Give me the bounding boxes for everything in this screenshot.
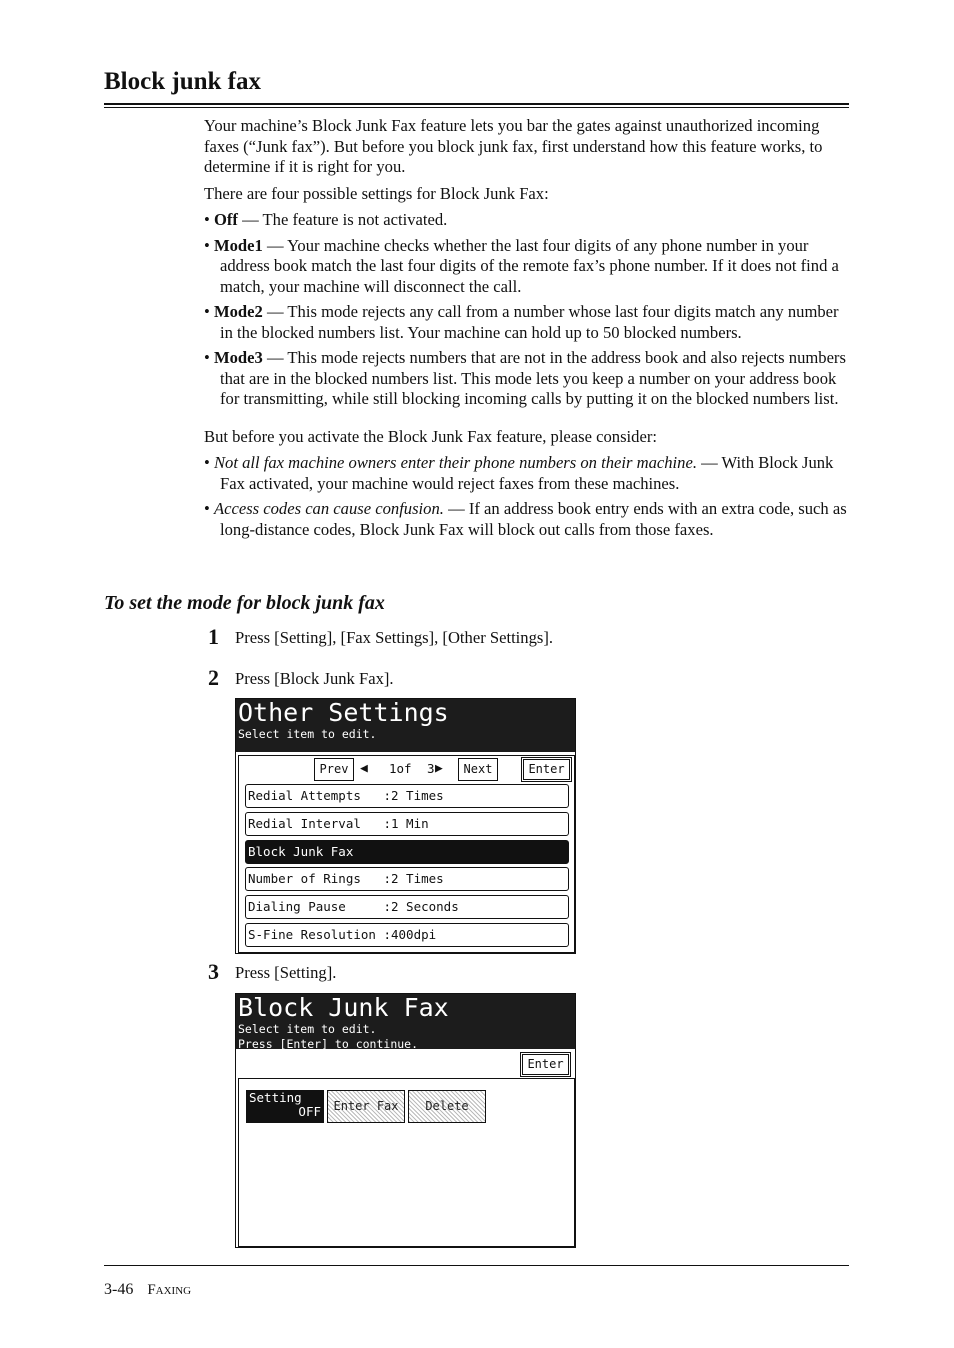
page-indicator: 1of <box>389 761 412 776</box>
next-button[interactable]: Next <box>458 758 498 781</box>
row-sfine-resolution[interactable]: S-Fine Resolution :400dpi <box>245 923 569 947</box>
row-redial-attempts[interactable]: Redial Attempts :2 Times <box>245 784 569 808</box>
row-dialing-pause[interactable]: Dialing Pause :2 Seconds <box>245 895 569 919</box>
enter-button[interactable]: Enter <box>523 759 570 780</box>
screen-subtitle: Select item to edit. <box>238 1022 377 1036</box>
step-2-number: 2 <box>208 665 219 690</box>
step-3-number: 3 <box>208 959 219 984</box>
setting-value: OFF <box>298 1104 321 1119</box>
mode-off-bullet: • Off — The feature is not activated. <box>204 210 448 229</box>
screen-instruction: Press [Enter] to continue. <box>238 1037 419 1051</box>
step-1-number: 1 <box>208 624 219 649</box>
mode3-bullet: • Mode3 — This mode rejects numbers that are not in the address book and also rejects numbers that are in the blocked numbers list. This mode lets you keep a number on your address book for transmitting, while still blocking incoming calls by putting it on the blocked numbers list. <box>204 348 846 408</box>
left-arrow-icon: ◀ <box>360 761 368 776</box>
caution-bullet-2: • Access codes can cause confusion. — If an address book entry ends with an extra code, such as long-distance codes, Block Junk Fax will block out calls from those faxes. <box>204 499 847 539</box>
enter-fax-button[interactable]: Enter Fax <box>327 1090 405 1123</box>
page-total: 3 <box>427 761 435 776</box>
step-2-text: Press [Block Junk Fax]. <box>235 669 394 688</box>
setting-button[interactable] <box>246 1090 324 1123</box>
consider-lead: But before you activate the Block Junk Fax feature, please consider: <box>204 426 657 446</box>
page-title: Block junk fax <box>104 68 261 95</box>
junk-fax-panel <box>238 1078 575 1247</box>
screen-header <box>236 699 575 752</box>
caution-bullet-1: • Not all fax machine owners enter their phone numbers on their machine. — With Block Junk Fax activated, your machine would reject faxes from these machines. <box>204 453 834 493</box>
prev-button[interactable]: Prev <box>314 758 354 781</box>
intro-paragraph: Your machine’s Block Junk Fax feature lets you bar the gates against unauthorized incoming faxes (“Junk fax”). But before you block junk fax, first understand how this feature works, to determine if it is right for you. <box>204 116 823 176</box>
screen-header <box>236 994 575 1049</box>
right-arrow-icon: ▶ <box>435 761 443 776</box>
footer <box>104 1281 191 1299</box>
other-settings-screen <box>235 698 576 954</box>
screen-subtitle: Select item to edit. <box>238 727 377 741</box>
delete-button[interactable]: Delete <box>408 1090 486 1123</box>
title-rule-thin <box>104 107 849 108</box>
section-subheading: To set the mode for block junk fax <box>104 592 385 614</box>
block-junk-fax-screen <box>235 993 576 1248</box>
row-block-junk-fax[interactable]: Block Junk Fax <box>245 840 569 864</box>
row-number-of-rings[interactable]: Number of Rings :2 Times <box>245 867 569 891</box>
screen-title: Block Junk Fax <box>238 993 449 1022</box>
enter-button[interactable]: Enter <box>522 1054 569 1075</box>
mode2-bullet: • Mode2 — This mode rejects any call from a number whose last four digits match any number in the blocked numbers list. Your machine can hold up to 50 blocked numbers. <box>204 302 839 342</box>
section-name: Faxing <box>147 1282 192 1298</box>
setting-label: Setting <box>249 1090 302 1105</box>
title-rule <box>104 103 849 105</box>
body-text <box>204 116 854 545</box>
settings-panel <box>238 755 575 953</box>
footer-rule <box>104 1265 849 1266</box>
step-3-text: Press [Setting]. <box>235 963 337 982</box>
screen-title: Other Settings <box>238 698 449 727</box>
row-redial-interval[interactable]: Redial Interval :1 Min <box>245 812 569 836</box>
step-1-text: Press [Setting], [Fax Settings], [Other Settings]. <box>235 628 554 647</box>
page-number: 3-46 <box>104 1281 134 1298</box>
mode1-bullet: • Mode1 — Your machine checks whether the last four digits of any phone number in your address book match the last four digits of the remote fax’s phone number. If it does not find a match, your machine will disconnect the call. <box>204 235 839 296</box>
intro-settings-lead: There are four possible settings for Block Junk Fax: <box>204 183 549 203</box>
